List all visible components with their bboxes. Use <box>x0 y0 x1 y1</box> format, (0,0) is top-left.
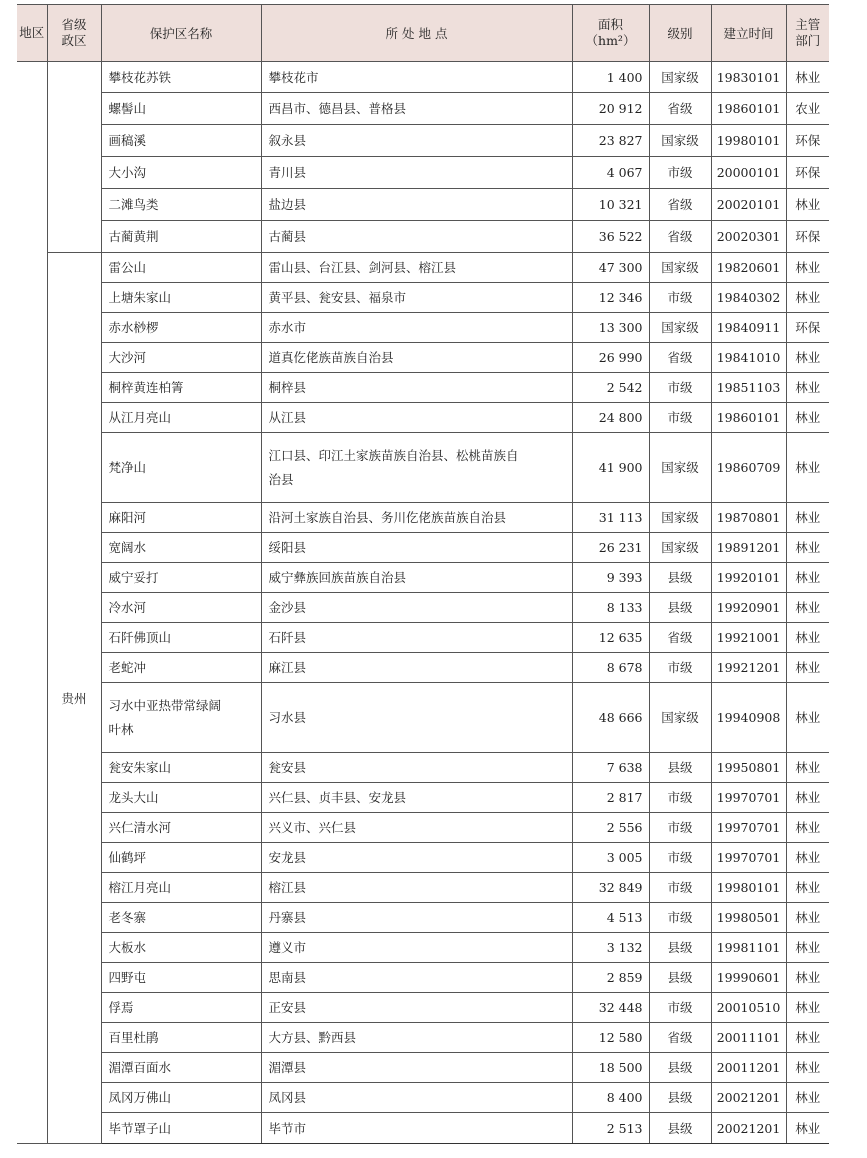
table-row <box>17 1083 829 1113</box>
col-header-province <box>47 5 101 62</box>
reserve-name: 四野屯 <box>101 963 261 993</box>
reserve-location <box>261 433 572 503</box>
reserve-dept: 环保 <box>786 221 829 253</box>
col-header-area-line1: 面积 <box>597 17 623 32</box>
reserve-level: 省级 <box>649 221 711 253</box>
reserve-name: 上塘朱家山 <box>101 283 261 313</box>
table-row <box>17 343 829 373</box>
table-row <box>17 563 829 593</box>
reserve-dept: 林业 <box>786 189 829 221</box>
reserve-dept: 林业 <box>786 903 829 933</box>
reserve-level: 市级 <box>649 283 711 313</box>
reserve-date: 20010510 <box>711 993 786 1023</box>
reserve-dept: 林业 <box>786 1023 829 1053</box>
reserve-name: 老蛇冲 <box>101 653 261 683</box>
col-header-dept-line2: 部门 <box>795 33 821 48</box>
reserve-name: 兴仁清水河 <box>101 813 261 843</box>
reserve-level: 县级 <box>649 1053 711 1083</box>
reserve-level: 国家级 <box>649 253 711 283</box>
reserve-level: 市级 <box>649 373 711 403</box>
reserve-name <box>101 683 261 753</box>
reserve-date: 19970701 <box>711 783 786 813</box>
header-row <box>17 5 829 62</box>
reserve-level: 市级 <box>649 813 711 843</box>
reserve-date: 19940908 <box>711 683 786 753</box>
col-header-name: 保护区名称 <box>101 5 261 62</box>
reserve-dept: 林业 <box>786 753 829 783</box>
reserve-location: 道真仡佬族苗族自治县 <box>261 343 572 373</box>
province-cell-group1 <box>47 62 101 253</box>
reserve-area: 18 500 <box>572 1053 649 1083</box>
reserve-level: 县级 <box>649 1113 711 1144</box>
reserve-level: 市级 <box>649 873 711 903</box>
reserve-location-line2: 治县 <box>268 471 294 487</box>
reserve-level: 省级 <box>649 93 711 125</box>
reserve-area: 20 912 <box>572 93 649 125</box>
reserve-location: 沿河土家族自治县、务川仡佬族苗族自治县 <box>261 503 572 533</box>
reserve-location: 金沙县 <box>261 593 572 623</box>
reserve-level: 市级 <box>649 903 711 933</box>
reserve-date: 19851103 <box>711 373 786 403</box>
reserve-date: 19870801 <box>711 503 786 533</box>
reserve-name: 瓮安朱家山 <box>101 753 261 783</box>
reserve-location: 兴仁县、贞丰县、安龙县 <box>261 783 572 813</box>
table-row <box>17 1023 829 1053</box>
table-row <box>17 189 829 221</box>
reserve-dept: 林业 <box>786 283 829 313</box>
reserve-dept: 林业 <box>786 253 829 283</box>
table-row <box>17 653 829 683</box>
reserve-location: 威宁彝族回族苗族自治县 <box>261 563 572 593</box>
table-row <box>17 62 829 93</box>
reserve-location: 赤水市 <box>261 313 572 343</box>
reserve-date: 19921001 <box>711 623 786 653</box>
reserve-date: 19840302 <box>711 283 786 313</box>
reserve-area: 32 849 <box>572 873 649 903</box>
reserve-name-line1: 习水中亚热带常绿阔 <box>108 697 222 713</box>
reserve-area: 36 522 <box>572 221 649 253</box>
reserve-level: 省级 <box>649 1023 711 1053</box>
reserve-name: 石阡佛顶山 <box>101 623 261 653</box>
reserve-level: 国家级 <box>649 683 711 753</box>
reserve-location: 习水县 <box>261 683 572 753</box>
reserve-location: 盐边县 <box>261 189 572 221</box>
reserve-name: 老冬寨 <box>101 903 261 933</box>
table-row <box>17 933 829 963</box>
reserve-level: 国家级 <box>649 503 711 533</box>
reserve-date: 19950801 <box>711 753 786 783</box>
reserve-date: 19970701 <box>711 813 786 843</box>
reserve-area: 2 859 <box>572 963 649 993</box>
reserve-name: 毕节罩子山 <box>101 1113 261 1144</box>
reserve-dept: 林业 <box>786 373 829 403</box>
reserve-location: 瓮安县 <box>261 753 572 783</box>
table-row <box>17 903 829 933</box>
reserve-date: 19820601 <box>711 253 786 283</box>
reserve-area: 10 321 <box>572 189 649 221</box>
table-row <box>17 813 829 843</box>
reserve-date: 19860101 <box>711 93 786 125</box>
reserve-dept: 林业 <box>786 62 829 93</box>
table-row <box>17 283 829 313</box>
reserve-name: 宽阔水 <box>101 533 261 563</box>
reserve-date: 19980501 <box>711 903 786 933</box>
table-row <box>17 503 829 533</box>
reserve-area: 2 513 <box>572 1113 649 1144</box>
reserve-location: 凤冈县 <box>261 1083 572 1113</box>
table-row <box>17 1053 829 1083</box>
table-row <box>17 403 829 433</box>
reserve-area: 48 666 <box>572 683 649 753</box>
table-row <box>17 93 829 125</box>
col-header-region <box>17 5 47 62</box>
reserve-location-line1: 江口县、印江土家族苗族自治县、松桃苗族自 <box>268 447 519 463</box>
reserve-date: 19920101 <box>711 563 786 593</box>
reserve-dept: 林业 <box>786 873 829 903</box>
reserve-level: 市级 <box>649 403 711 433</box>
reserve-area: 12 635 <box>572 623 649 653</box>
table-row <box>17 1113 829 1144</box>
table-row <box>17 993 829 1023</box>
reserve-date: 20011101 <box>711 1023 786 1053</box>
reserve-level: 市级 <box>649 993 711 1023</box>
table-row <box>17 683 829 753</box>
reserve-name: 雷公山 <box>101 253 261 283</box>
reserve-level: 县级 <box>649 563 711 593</box>
reserve-dept: 林业 <box>786 963 829 993</box>
reserve-date: 19840911 <box>711 313 786 343</box>
reserve-name: 攀枝花苏铁 <box>101 62 261 93</box>
reserve-level: 市级 <box>649 783 711 813</box>
reserve-area: 13 300 <box>572 313 649 343</box>
reserve-name: 从江月亮山 <box>101 403 261 433</box>
reserve-location: 石阡县 <box>261 623 572 653</box>
reserve-dept: 林业 <box>786 563 829 593</box>
table-row <box>17 157 829 189</box>
reserve-location: 思南县 <box>261 963 572 993</box>
reserve-dept: 环保 <box>786 313 829 343</box>
reserve-name: 大板水 <box>101 933 261 963</box>
col-header-region-text: 地区 <box>19 25 45 40</box>
col-header-area <box>572 5 649 62</box>
reserve-area: 12 580 <box>572 1023 649 1053</box>
reserve-date: 20011201 <box>711 1053 786 1083</box>
reserve-name-line2: 叶林 <box>108 721 134 737</box>
reserve-name: 龙头大山 <box>101 783 261 813</box>
col-header-established: 建立时间 <box>711 5 786 62</box>
reserve-dept: 林业 <box>786 813 829 843</box>
reserve-date: 19990601 <box>711 963 786 993</box>
reserve-date: 19981101 <box>711 933 786 963</box>
reserve-name: 百里杜鹃 <box>101 1023 261 1053</box>
reserve-name: 麻阳河 <box>101 503 261 533</box>
reserve-level: 国家级 <box>649 313 711 343</box>
reserve-dept: 林业 <box>786 1083 829 1113</box>
reserve-area: 3 132 <box>572 933 649 963</box>
reserve-level: 省级 <box>649 623 711 653</box>
reserve-level: 县级 <box>649 963 711 993</box>
reserve-name: 俘焉 <box>101 993 261 1023</box>
reserve-date: 20020301 <box>711 221 786 253</box>
reserve-area: 1 400 <box>572 62 649 93</box>
reserve-area: 7 638 <box>572 753 649 783</box>
reserve-name: 冷水河 <box>101 593 261 623</box>
reserve-level: 市级 <box>649 843 711 873</box>
reserve-name: 凤冈万佛山 <box>101 1083 261 1113</box>
reserve-level: 市级 <box>649 653 711 683</box>
reserve-date: 19830101 <box>711 62 786 93</box>
reserve-location: 丹寨县 <box>261 903 572 933</box>
reserve-location: 正安县 <box>261 993 572 1023</box>
reserve-area: 4 067 <box>572 157 649 189</box>
reserve-level: 县级 <box>649 933 711 963</box>
table-row <box>17 373 829 403</box>
reserve-location: 西昌市、德昌县、普格县 <box>261 93 572 125</box>
reserve-name: 仙鹤坪 <box>101 843 261 873</box>
reserve-location: 桐梓县 <box>261 373 572 403</box>
col-header-dept <box>786 5 829 62</box>
reserve-area: 8 133 <box>572 593 649 623</box>
reserve-dept: 环保 <box>786 157 829 189</box>
table-row <box>17 623 829 653</box>
reserve-name: 螺髻山 <box>101 93 261 125</box>
reserves-table <box>17 4 829 1144</box>
reserve-area: 12 346 <box>572 283 649 313</box>
table-row <box>17 783 829 813</box>
reserve-area: 8 400 <box>572 1083 649 1113</box>
reserve-dept: 林业 <box>786 433 829 503</box>
reserve-location: 榕江县 <box>261 873 572 903</box>
reserve-location: 攀枝花市 <box>261 62 572 93</box>
reserve-date: 19921201 <box>711 653 786 683</box>
reserve-dept: 林业 <box>786 1113 829 1144</box>
table-row <box>17 125 829 157</box>
province-cell-guizhou: 贵州 <box>47 253 101 1144</box>
reserve-area: 26 990 <box>572 343 649 373</box>
reserve-name: 赤水桫椤 <box>101 313 261 343</box>
col-header-province-line1: 省级 <box>61 17 87 32</box>
reserve-level: 国家级 <box>649 533 711 563</box>
reserve-level: 国家级 <box>649 433 711 503</box>
reserve-dept: 林业 <box>786 933 829 963</box>
reserve-location: 兴义市、兴仁县 <box>261 813 572 843</box>
reserve-date: 19970701 <box>711 843 786 873</box>
table-row <box>17 221 829 253</box>
table-row <box>17 593 829 623</box>
reserve-area: 2 817 <box>572 783 649 813</box>
reserve-name: 榕江月亮山 <box>101 873 261 903</box>
reserve-area: 32 448 <box>572 993 649 1023</box>
col-header-level: 级别 <box>649 5 711 62</box>
reserve-dept: 林业 <box>786 593 829 623</box>
region-cell <box>17 62 47 1144</box>
reserve-dept: 林业 <box>786 503 829 533</box>
reserve-location: 麻江县 <box>261 653 572 683</box>
reserve-name: 画稿溪 <box>101 125 261 157</box>
reserve-location: 湄潭县 <box>261 1053 572 1083</box>
table-row <box>17 843 829 873</box>
reserve-area: 26 231 <box>572 533 649 563</box>
reserve-name: 梵净山 <box>101 433 261 503</box>
table-row <box>17 963 829 993</box>
reserve-name: 二滩鸟类 <box>101 189 261 221</box>
reserve-date: 20021201 <box>711 1113 786 1144</box>
reserve-date: 20021201 <box>711 1083 786 1113</box>
reserve-area: 2 542 <box>572 373 649 403</box>
reserve-date: 19980101 <box>711 125 786 157</box>
reserve-name: 湄潭百面水 <box>101 1053 261 1083</box>
reserve-name: 古蔺黄荆 <box>101 221 261 253</box>
reserve-dept: 林业 <box>786 403 829 433</box>
reserve-level: 县级 <box>649 1083 711 1113</box>
reserve-level: 市级 <box>649 157 711 189</box>
reserve-date: 19841010 <box>711 343 786 373</box>
reserve-area: 24 800 <box>572 403 649 433</box>
reserve-location: 叙永县 <box>261 125 572 157</box>
reserve-dept: 林业 <box>786 843 829 873</box>
reserve-dept: 林业 <box>786 533 829 563</box>
reserve-dept: 环保 <box>786 125 829 157</box>
col-header-location: 所 处 地 点 <box>261 5 572 62</box>
table-row <box>17 533 829 563</box>
table-row <box>17 253 829 283</box>
reserve-location: 古蔺县 <box>261 221 572 253</box>
reserve-dept: 林业 <box>786 783 829 813</box>
reserve-name: 大沙河 <box>101 343 261 373</box>
reserve-dept: 林业 <box>786 993 829 1023</box>
reserve-location: 毕节市 <box>261 1113 572 1144</box>
reserve-date: 19920901 <box>711 593 786 623</box>
reserve-name: 威宁妥打 <box>101 563 261 593</box>
reserve-dept: 林业 <box>786 623 829 653</box>
reserve-level: 省级 <box>649 343 711 373</box>
reserve-location: 黄平县、瓮安县、福泉市 <box>261 283 572 313</box>
reserve-area: 31 113 <box>572 503 649 533</box>
reserve-name: 大小沟 <box>101 157 261 189</box>
reserve-location: 青川县 <box>261 157 572 189</box>
reserve-date: 19891201 <box>711 533 786 563</box>
reserve-area: 47 300 <box>572 253 649 283</box>
reserve-level: 县级 <box>649 593 711 623</box>
reserve-area: 9 393 <box>572 563 649 593</box>
table-row <box>17 873 829 903</box>
reserve-location: 安龙县 <box>261 843 572 873</box>
reserve-location: 从江县 <box>261 403 572 433</box>
reserve-dept: 林业 <box>786 683 829 753</box>
reserve-level: 国家级 <box>649 125 711 157</box>
reserve-area: 4 513 <box>572 903 649 933</box>
reserve-date: 19860709 <box>711 433 786 503</box>
reserve-location: 雷山县、台江县、剑河县、榕江县 <box>261 253 572 283</box>
reserve-date: 20000101 <box>711 157 786 189</box>
reserve-location: 大方县、黔西县 <box>261 1023 572 1053</box>
reserve-area: 23 827 <box>572 125 649 157</box>
reserve-dept: 林业 <box>786 343 829 373</box>
reserve-date: 19980101 <box>711 873 786 903</box>
reserve-area: 2 556 <box>572 813 649 843</box>
table-row <box>17 433 829 503</box>
reserve-area: 3 005 <box>572 843 649 873</box>
reserve-name: 桐梓黄连柏箐 <box>101 373 261 403</box>
col-header-dept-line1: 主管 <box>795 17 821 32</box>
table-row <box>17 753 829 783</box>
reserve-level: 县级 <box>649 753 711 783</box>
reserve-date: 20020101 <box>711 189 786 221</box>
reserve-dept: 农业 <box>786 93 829 125</box>
reserve-location: 绥阳县 <box>261 533 572 563</box>
reserve-level: 国家级 <box>649 62 711 93</box>
reserve-dept: 林业 <box>786 1053 829 1083</box>
table-row <box>17 313 829 343</box>
col-header-province-line2: 政区 <box>61 33 87 48</box>
reserve-date: 19860101 <box>711 403 786 433</box>
reserve-location: 遵义市 <box>261 933 572 963</box>
col-header-area-line2: （hm²） <box>585 33 636 48</box>
reserve-area: 41 900 <box>572 433 649 503</box>
reserve-area: 8 678 <box>572 653 649 683</box>
reserve-level: 省级 <box>649 189 711 221</box>
reserve-dept: 林业 <box>786 653 829 683</box>
